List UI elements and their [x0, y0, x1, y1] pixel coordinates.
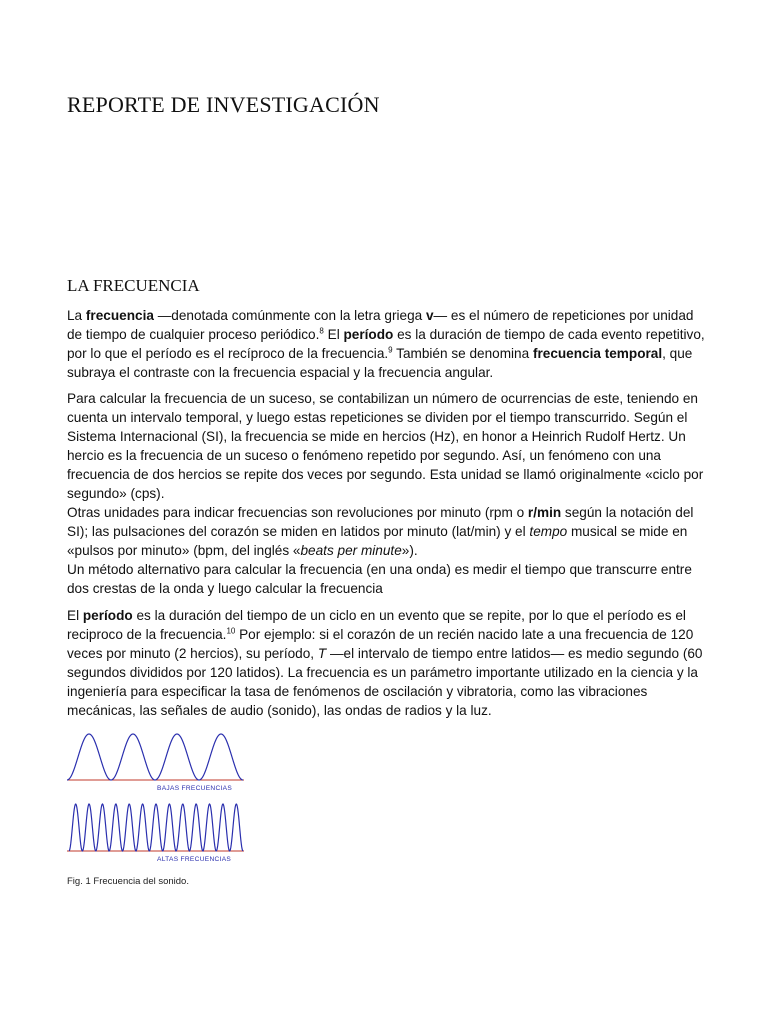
footnote-ref: 8 — [319, 326, 324, 336]
footnote-ref: 10 — [226, 626, 236, 636]
paragraph-units: Para calcular la frecuencia de un suceso, se contabilizan un número de ocurrencias de este, teniendo en cuenta un intervalo temporal, y luego estas repeticiones se dividen por el tiempo transcurrido. Según el Sistema Internacional (SI), la frecuencia se mide en hercios (Hz), en honor a Heinrich Rudolf Hertz. Un hercio es la frecuencia de un suceso o fenómeno repetido por segundo. Así, un fenómeno con una frecuencia de dos hercios se repite dos veces por segundo. Esta unidad se llamó originalmente «ciclo por segundo» (cps). Otras unidades para indicar frecuencias son revoluciones por minuto (rpm o r/min según la notación del SI); las pulsaciones del corazón se miden en latidos por minuto (lat/min) y el tempo musical se mide en «pulsos por minuto» (bpm, del inglés «beats per minute»). Un método alternativo para calcular la frecuencia (en una onda) es medir el tiempo que transcurre entre dos crestas de la onda y luego calcular la frecuencia — [67, 391, 704, 596]
high-frequency-label: ALTAS FRECUENCIAS — [157, 856, 232, 863]
paragraph-definition: La frecuencia —denotada comúnmente con la letra griega v— es el número de repeticiones por unidad de tiempo de cualquier proceso periódico.$^8$ El período es la duración de tiempo de cada evento repetitivo, por lo que el período es el recíproco de la frecuencia.$^9$ También se denomina frecuencia temporal, que subraya el contraste con la frecuencia espacial y la frecuencia angular. — [67, 308, 705, 380]
low-frequency-label: BAJAS FRECUENCIAS — [157, 785, 233, 792]
low-frequency-wave — [67, 734, 243, 780]
paragraph-period: El período es la duración del tiempo de un ciclo en un evento que se repite, por lo que el período es el reciproco de la frecuencia.$^{10}$ Por ejemplo: si el corazón de un recién nacido late a una frecuencia de 120 veces por minuto (2 hercios), su período, T —el intervalo de tiempo entre latidos— es medio segundo (60 segundos divididos por 120 latidos). La frecuencia es un parámetro importante utilizado en la ciencia y la ingeniería para especificar la tasa de fenómenos de oscilación y vibratoria, como las vibraciones mecánicas, las señales de audio (sonido), las ondas de radios y la luz. — [67, 608, 703, 718]
high-frequency-wave — [69, 804, 243, 851]
footnote-ref: 9 — [388, 345, 393, 355]
frequency-figure — [67, 728, 247, 864]
document-title: REPORTE DE INVESTIGACIÓN — [67, 92, 380, 117]
figure-caption: Fig. 1 Frecuencia del sonido. — [67, 876, 189, 887]
section-heading: LA FRECUENCIA — [67, 276, 200, 295]
